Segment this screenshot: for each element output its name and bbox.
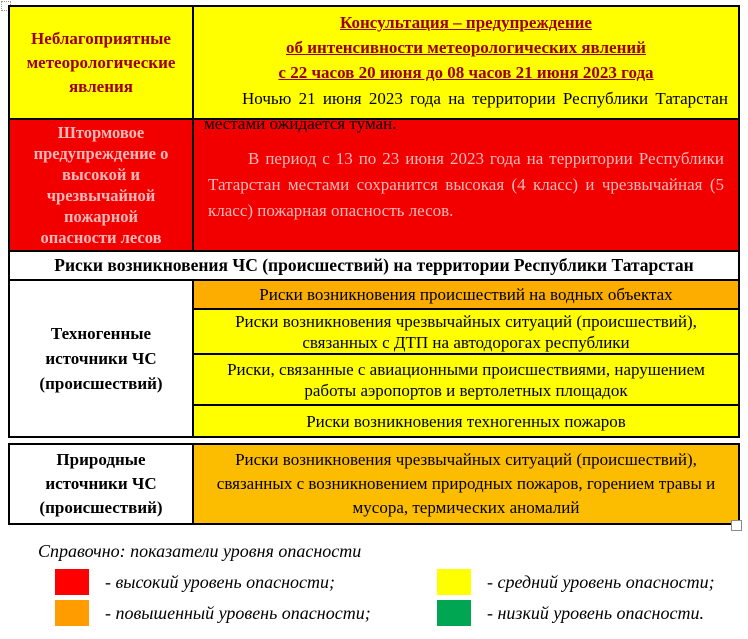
risk-row-aviation: Риски, связанные с авиационными происшествиями, нарушением работы аэропортов и вертолетных площадок (194, 355, 738, 406)
weather-row-header: Неблагоприятные метеорологические явления (10, 7, 194, 118)
table-resize-handle[interactable] (731, 520, 742, 531)
legend-item-elevated-label: - повышенный уровень опасности; (105, 602, 371, 623)
legend-item-low (437, 600, 704, 626)
technogenic-section (10, 281, 738, 436)
consultation-title-line2: об интенсивности метеорологических явлений (286, 38, 646, 57)
high-danger-swatch-icon (55, 569, 89, 595)
legend-item-medium (437, 569, 715, 595)
risk-row-water: Риски возникновения происшествий на водных объектах (194, 281, 738, 310)
natural-sources-table (8, 443, 740, 525)
storm-warning-text: В период с 13 по 23 июня 2023 года на территории Республики Татарстан местами сохранится высокая (4 класс) и чрезвычайная (5 класс) пожарная опасность лесов. (208, 149, 724, 220)
risk-row-technogenic-fires: Риски возникновения техногенных пожаров (194, 406, 738, 436)
legend-item-low-label: - низкий уровень опасности. (487, 602, 704, 623)
storm-warning-row (10, 120, 738, 252)
legend-item-elevated (55, 600, 371, 626)
risks-band-title: Риски возникновения ЧС (происшествий) на территории Республики Татарстан (10, 252, 738, 281)
consultation-title (204, 10, 728, 85)
warning-table (8, 5, 740, 438)
natural-section (10, 445, 738, 523)
risk-row-natural-fires: Риски возникновения чрезвычайных ситуаций (происшествий), связанных с возникновением природных пожаров, горением травы и мусора, термических аномалий (194, 445, 738, 523)
consultation-title-line1: Консультация – предупреждение (340, 13, 592, 32)
low-danger-swatch-icon (437, 600, 471, 626)
weather-forecast-text: Ночью 21 июня 2023 года на территории Республики Татарстан местами ожидается туман. (204, 89, 728, 133)
natural-header: Природные источники ЧС (происшествий) (10, 445, 194, 523)
elevated-danger-swatch-icon (55, 600, 89, 626)
legend-item-high (55, 569, 335, 595)
legend-item-medium-label: - средний уровень опасности; (487, 571, 715, 592)
medium-danger-swatch-icon (437, 569, 471, 595)
technogenic-header: Техногенные источники ЧС (происшествий) (10, 281, 194, 436)
weather-row (10, 7, 738, 133)
weather-row-content (194, 7, 738, 133)
legend-item-high-label: - высокий уровень опасности; (105, 571, 336, 592)
technogenic-risks (194, 281, 738, 436)
storm-warning-header: Штормовое предупреждение о высокой и чрезвычайной пожарной опасности лесов (10, 120, 194, 250)
legend-title: Справочно: показатели уровня опасности (38, 541, 362, 561)
storm-warning-content (194, 120, 738, 250)
consultation-title-line3: с 22 часов 20 июня до 08 часов 21 июня 2023 года (278, 63, 654, 82)
risk-row-road-accidents: Риски возникновения чрезвычайных ситуаций (происшествий), связанных с ДТП на автодорогах республики (194, 310, 738, 355)
